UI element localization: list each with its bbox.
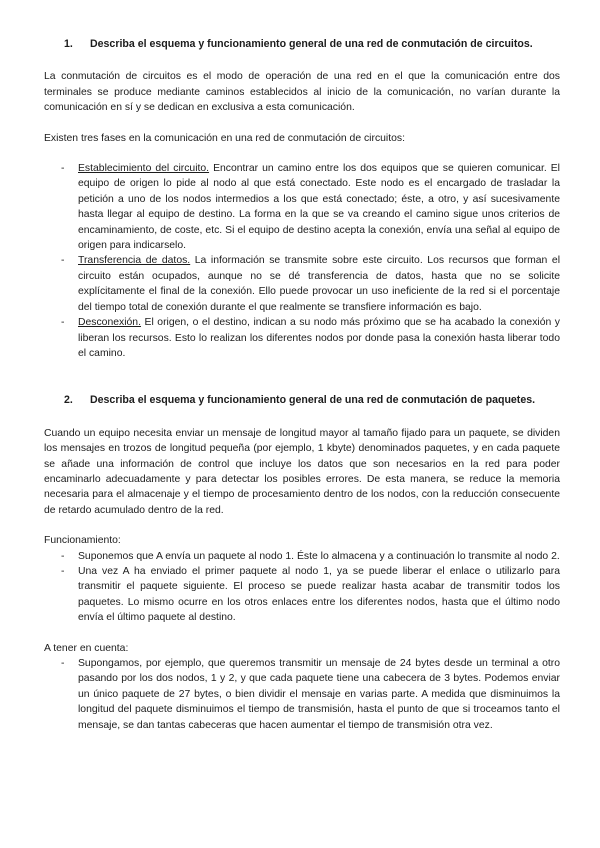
phase-term: Establecimiento del circuito. — [78, 163, 210, 175]
list-item — [44, 253, 560, 315]
functioning-step: Una vez A ha enviado el primer paquete al nodo 1, ya se puede liberar el enlace o utilizarlo para transmitir el paquete siguiente. El proceso se puede realizar hasta acabar de transmitir todos los paquetes. Lo mismo ocurre en los otros enlaces entre los diferentes nodos, hasta que el último nodo envía el último paquete al destino. — [78, 565, 560, 624]
functioning-step: Suponemos que A envía un paquete al nodo 1. Éste lo almacena y a continuación lo transmite al nodo 2. — [78, 550, 560, 562]
question-2-title — [64, 393, 560, 408]
question-1-title-text: Describa el esquema y funcionamiento general de una red de conmutación de circuitos. — [90, 38, 533, 50]
list-bullet: - — [61, 317, 65, 329]
phase-term: Desconexión. — [78, 317, 141, 329]
list-bullet: - — [61, 255, 65, 267]
notes-list — [44, 656, 560, 733]
question-2-number: 2. — [64, 394, 73, 407]
list-item — [44, 161, 560, 253]
list-item — [44, 315, 560, 361]
question-1-intro: La conmutación de circuitos es el modo de operación de una red en el que la comunicación entre dos terminales se produce mediante caminos establecidos al inicio de la comunicación, no varían durante la comunicación en sí y se dedican en exclusiva a esta comunicación. — [44, 71, 560, 114]
phases-list — [44, 161, 560, 361]
question-1-phases-intro: Existen tres fases en la comunicación en una red de conmutación de circuitos: — [44, 132, 405, 144]
list-item — [44, 549, 560, 564]
question-1-title — [64, 37, 560, 52]
phase-term: Transferencia de datos. — [78, 255, 191, 267]
note-text: Supongamos, por ejemplo, que queremos transmitir un mensaje de 24 bytes desde un terminal a otro pasando por los dos nodos, 1 y 2, y que cada paquete tiene una cabecera de 3 bytes. Podemos enviar un único paquete de 27 bytes, o bien dividir el mensaje en varias parte. A medida que disminuimos la longitud del paquete disminuimos el tiempo de transmisión, hasta el punto de que si troceamos tanto el mensaje, se dan tantas cabeceras que hacen aumentar el tiempo de transmisión otra vez. — [78, 658, 560, 731]
question-1-number: 1. — [64, 38, 73, 50]
question-2-intro: Cuando un equipo necesita enviar un mensaje de longitud mayor al tamaño fijado para un paquete, se dividen los mensajes en trozos de longitud pequeña (por ejemplo, 1 kbyte) denominados paquetes, y en cada paquete se añade una información de control que incluye los datos que son necesarios en la red para poder encaminarlo adecuadamente y para detectar los posibles errores. De esta manera, se reduce la memoria necesaria para el almacenaje y el tiempo de procesamiento dentro de los nodos, con la reducción consecuente de retardo acumulado dentro de la red. — [44, 427, 560, 516]
list-bullet: - — [61, 163, 65, 175]
list-item — [44, 564, 560, 626]
question-2-title-text: Describa el esquema y funcionamiento general de una red de conmutación de paquetes. — [90, 394, 536, 407]
functioning-list — [44, 549, 560, 626]
functioning-label: Funcionamiento: — [44, 535, 121, 547]
phase-text: El origen, o el destino, indican a su nodo más próximo que se ha acabado la conexión y liberan los recursos. Esto lo realizan los diferentes nodos por donde pasa la conexión hasta liberar todo el camino. — [78, 317, 560, 359]
notes-label: A tener en cuenta: — [44, 642, 129, 654]
list-bullet: - — [61, 565, 65, 577]
list-bullet: - — [61, 658, 65, 669]
list-item — [44, 656, 560, 733]
phase-text: La información se transmite sobre este circuito. Los recursos que forman el circuito están ocupados, aunque no se dé transferencia de datos, hasta que no se solicite explícitamente el final de la conexión. Ello puede provocar un uso ineficiente de la red si el porcentaje del tiempo total de conexión durante el que realmente se transfiere información es bajo. — [78, 255, 560, 313]
phase-text: Encontrar un camino entre los dos equipos que se quieren comunicar. El equipo de origen lo pide al nodo al que está conectado. Este nodo es el encargado de trasladar la petición a uno de los nodos intermedios a los que está conectado; éste, a otro, y así sucesivamente hasta llegar al equipo de destino. La forma en la que se va creando el camino sigue unos criterios de encaminamiento, de coste, etc. Si el equipo de destino acepta la conexión, envía una señal al equipo de origen para indicarselo. — [78, 163, 560, 252]
list-bullet: - — [61, 550, 65, 562]
